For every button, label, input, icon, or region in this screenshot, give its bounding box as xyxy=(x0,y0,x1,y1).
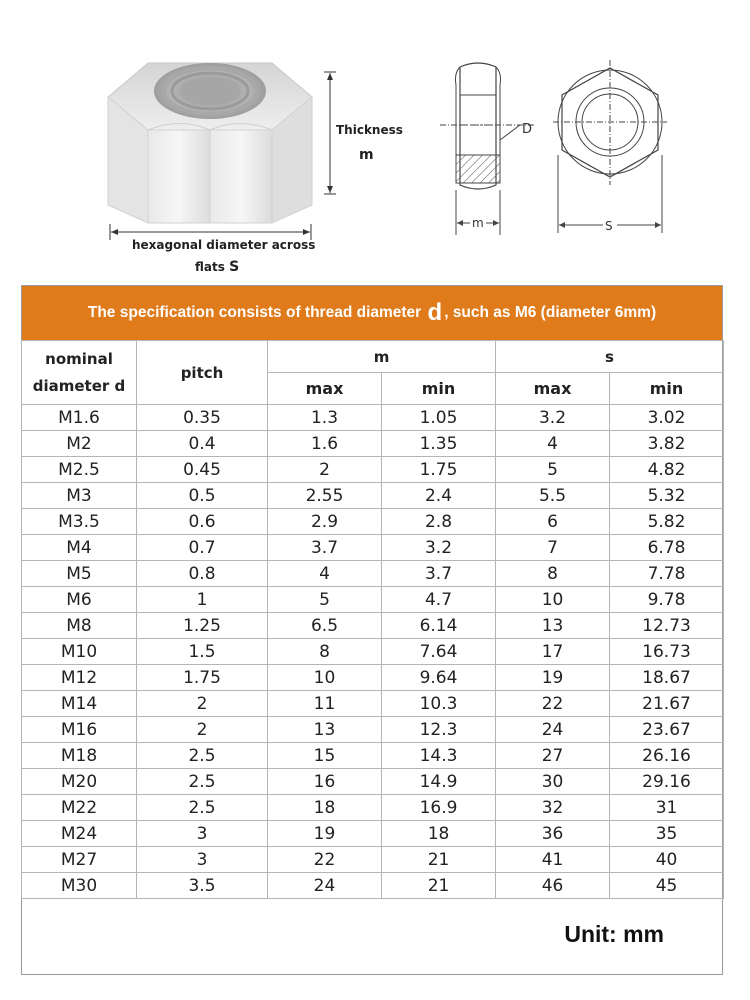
m-min-cell: 7.64 xyxy=(382,639,496,665)
nut-side-drawing xyxy=(438,55,538,240)
m-min-cell: 9.64 xyxy=(382,665,496,691)
s-min-cell: 31 xyxy=(610,795,724,821)
nominal-cell: M20 xyxy=(22,769,137,795)
m-min-cell: 6.14 xyxy=(382,613,496,639)
table-row xyxy=(22,743,724,769)
s-max-cell: 13 xyxy=(496,613,610,639)
table-row xyxy=(22,639,724,665)
m-min-cell: 14.9 xyxy=(382,769,496,795)
header-s-min: min xyxy=(610,373,724,405)
s-min-cell: 3.82 xyxy=(610,431,724,457)
pitch-cell: 0.35 xyxy=(137,405,268,431)
s-min-cell: 7.78 xyxy=(610,561,724,587)
pitch-cell: 1.5 xyxy=(137,639,268,665)
s-max-cell: 7 xyxy=(496,535,610,561)
m-max-cell: 18 xyxy=(268,795,382,821)
pitch-cell: 3 xyxy=(137,847,268,873)
pitch-cell: 2.5 xyxy=(137,795,268,821)
m-min-cell: 4.7 xyxy=(382,587,496,613)
table-row xyxy=(22,431,724,457)
s-max-cell: 46 xyxy=(496,873,610,899)
spec-table-body xyxy=(22,405,724,899)
drawing-s-label: S xyxy=(605,219,613,233)
pitch-cell: 2 xyxy=(137,717,268,743)
nominal-cell: M5 xyxy=(22,561,137,587)
banner-suffix: , such as M6 (diameter 6mm) xyxy=(444,304,657,321)
header-m-min: min xyxy=(382,373,496,405)
m-min-cell: 14.3 xyxy=(382,743,496,769)
table-row xyxy=(22,535,724,561)
header-pitch: pitch xyxy=(137,341,268,405)
m-min-cell: 16.9 xyxy=(382,795,496,821)
nominal-cell: M3 xyxy=(22,483,137,509)
table-row xyxy=(22,821,724,847)
m-min-cell: 2.4 xyxy=(382,483,496,509)
m-max-cell: 2.9 xyxy=(268,509,382,535)
nominal-cell: M4 xyxy=(22,535,137,561)
m-min-cell: 3.7 xyxy=(382,561,496,587)
nominal-cell: M27 xyxy=(22,847,137,873)
s-min-cell: 5.32 xyxy=(610,483,724,509)
s-min-cell: 23.67 xyxy=(610,717,724,743)
m-min-cell: 18 xyxy=(382,821,496,847)
table-row xyxy=(22,509,724,535)
table-row xyxy=(22,457,724,483)
nominal-cell: M16 xyxy=(22,717,137,743)
s-min-cell: 5.82 xyxy=(610,509,724,535)
s-max-cell: 41 xyxy=(496,847,610,873)
thickness-label: Thickness xyxy=(336,123,403,137)
header-m: m xyxy=(268,341,496,373)
s-max-cell: 4 xyxy=(496,431,610,457)
s-min-cell: 29.16 xyxy=(610,769,724,795)
drawing-d-label: D xyxy=(522,122,533,137)
header-s: s xyxy=(496,341,724,373)
s-max-cell: 5.5 xyxy=(496,483,610,509)
m-max-cell: 6.5 xyxy=(268,613,382,639)
nominal-cell: M2 xyxy=(22,431,137,457)
pitch-cell: 3 xyxy=(137,821,268,847)
m-max-cell: 5 xyxy=(268,587,382,613)
s-min-cell: 21.67 xyxy=(610,691,724,717)
pitch-cell: 0.7 xyxy=(137,535,268,561)
hex-nut-photo xyxy=(100,55,320,225)
s-max-cell: 32 xyxy=(496,795,610,821)
unit-label: Unit: mm xyxy=(564,921,664,947)
nominal-cell: M12 xyxy=(22,665,137,691)
pitch-cell: 0.8 xyxy=(137,561,268,587)
m-max-cell: 4 xyxy=(268,561,382,587)
nominal-cell: M1.6 xyxy=(22,405,137,431)
nut-illustration xyxy=(0,0,750,285)
pitch-cell: 1 xyxy=(137,587,268,613)
table-row xyxy=(22,769,724,795)
m-max-cell: 16 xyxy=(268,769,382,795)
flats-word: flats xyxy=(195,260,225,274)
m-max-cell: 13 xyxy=(268,717,382,743)
table-row xyxy=(22,587,724,613)
s-min-cell: 18.67 xyxy=(610,665,724,691)
m-min-cell: 12.3 xyxy=(382,717,496,743)
nominal-cell: M6 xyxy=(22,587,137,613)
s-min-cell: 4.82 xyxy=(610,457,724,483)
m-min-cell: 1.75 xyxy=(382,457,496,483)
table-row xyxy=(22,873,724,899)
m-min-cell: 1.05 xyxy=(382,405,496,431)
s-max-cell: 27 xyxy=(496,743,610,769)
spec-banner xyxy=(22,286,722,340)
s-min-cell: 40 xyxy=(610,847,724,873)
pitch-cell: 1.25 xyxy=(137,613,268,639)
s-max-cell: 19 xyxy=(496,665,610,691)
nominal-cell: M14 xyxy=(22,691,137,717)
pitch-cell: 2.5 xyxy=(137,769,268,795)
pitch-cell: 0.4 xyxy=(137,431,268,457)
s-min-cell: 9.78 xyxy=(610,587,724,613)
nominal-cell: M24 xyxy=(22,821,137,847)
nominal-cell: M22 xyxy=(22,795,137,821)
m-max-cell: 19 xyxy=(268,821,382,847)
m-min-cell: 21 xyxy=(382,847,496,873)
m-min-cell: 10.3 xyxy=(382,691,496,717)
pitch-cell: 3.5 xyxy=(137,873,268,899)
m-max-cell: 15 xyxy=(268,743,382,769)
s-min-cell: 35 xyxy=(610,821,724,847)
s-max-cell: 24 xyxy=(496,717,610,743)
across-flats-symbol: S xyxy=(229,259,240,275)
m-max-cell: 2 xyxy=(268,457,382,483)
nominal-cell: M10 xyxy=(22,639,137,665)
pitch-cell: 0.6 xyxy=(137,509,268,535)
pitch-cell: 0.5 xyxy=(137,483,268,509)
m-max-cell: 1.3 xyxy=(268,405,382,431)
s-max-cell: 22 xyxy=(496,691,610,717)
table-row xyxy=(22,847,724,873)
m-max-cell: 2.55 xyxy=(268,483,382,509)
table-row xyxy=(22,405,724,431)
table-row xyxy=(22,561,724,587)
pitch-cell: 1.75 xyxy=(137,665,268,691)
m-max-cell: 10 xyxy=(268,665,382,691)
header-nominal-text: nominal diameter d xyxy=(32,349,126,395)
m-max-cell: 24 xyxy=(268,873,382,899)
header-m-max: max xyxy=(268,373,382,405)
table-row xyxy=(22,665,724,691)
s-min-cell: 6.78 xyxy=(610,535,724,561)
header-s-max: max xyxy=(496,373,610,405)
table-row xyxy=(22,691,724,717)
pitch-cell: 0.45 xyxy=(137,457,268,483)
pitch-cell: 2 xyxy=(137,691,268,717)
s-min-cell: 26.16 xyxy=(610,743,724,769)
nominal-cell: M3.5 xyxy=(22,509,137,535)
table-row xyxy=(22,613,724,639)
s-min-cell: 16.73 xyxy=(610,639,724,665)
s-max-cell: 30 xyxy=(496,769,610,795)
m-max-cell: 1.6 xyxy=(268,431,382,457)
m-min-cell: 1.35 xyxy=(382,431,496,457)
m-max-cell: 8 xyxy=(268,639,382,665)
banner-prefix: The specification consists of thread diameter xyxy=(87,304,422,321)
drawing-m-label: m xyxy=(472,216,484,230)
nominal-cell: M8 xyxy=(22,613,137,639)
m-max-cell: 3.7 xyxy=(268,535,382,561)
s-max-cell: 10 xyxy=(496,587,610,613)
table-row xyxy=(22,795,724,821)
header-nominal-diameter xyxy=(22,341,137,405)
nominal-cell: M30 xyxy=(22,873,137,899)
across-flats-label: hexagonal diameter across xyxy=(132,238,316,252)
s-max-cell: 5 xyxy=(496,457,610,483)
s-max-cell: 6 xyxy=(496,509,610,535)
s-max-cell: 3.2 xyxy=(496,405,610,431)
m-max-cell: 22 xyxy=(268,847,382,873)
pitch-cell: 2.5 xyxy=(137,743,268,769)
m-max-cell: 11 xyxy=(268,691,382,717)
nominal-cell: M18 xyxy=(22,743,137,769)
s-max-cell: 17 xyxy=(496,639,610,665)
s-min-cell: 12.73 xyxy=(610,613,724,639)
s-min-cell: 3.02 xyxy=(610,405,724,431)
spec-panel xyxy=(21,285,723,975)
s-max-cell: 8 xyxy=(496,561,610,587)
banner-d: d xyxy=(427,299,443,326)
m-min-cell: 3.2 xyxy=(382,535,496,561)
s-min-cell: 45 xyxy=(610,873,724,899)
nut-top-drawing xyxy=(545,55,675,240)
thickness-symbol: m xyxy=(359,147,374,163)
nominal-cell: M2.5 xyxy=(22,457,137,483)
across-flats-label-2 xyxy=(195,259,239,275)
spec-table xyxy=(21,340,724,899)
m-min-cell: 2.8 xyxy=(382,509,496,535)
table-row xyxy=(22,717,724,743)
m-min-cell: 21 xyxy=(382,873,496,899)
table-row xyxy=(22,483,724,509)
s-max-cell: 36 xyxy=(496,821,610,847)
